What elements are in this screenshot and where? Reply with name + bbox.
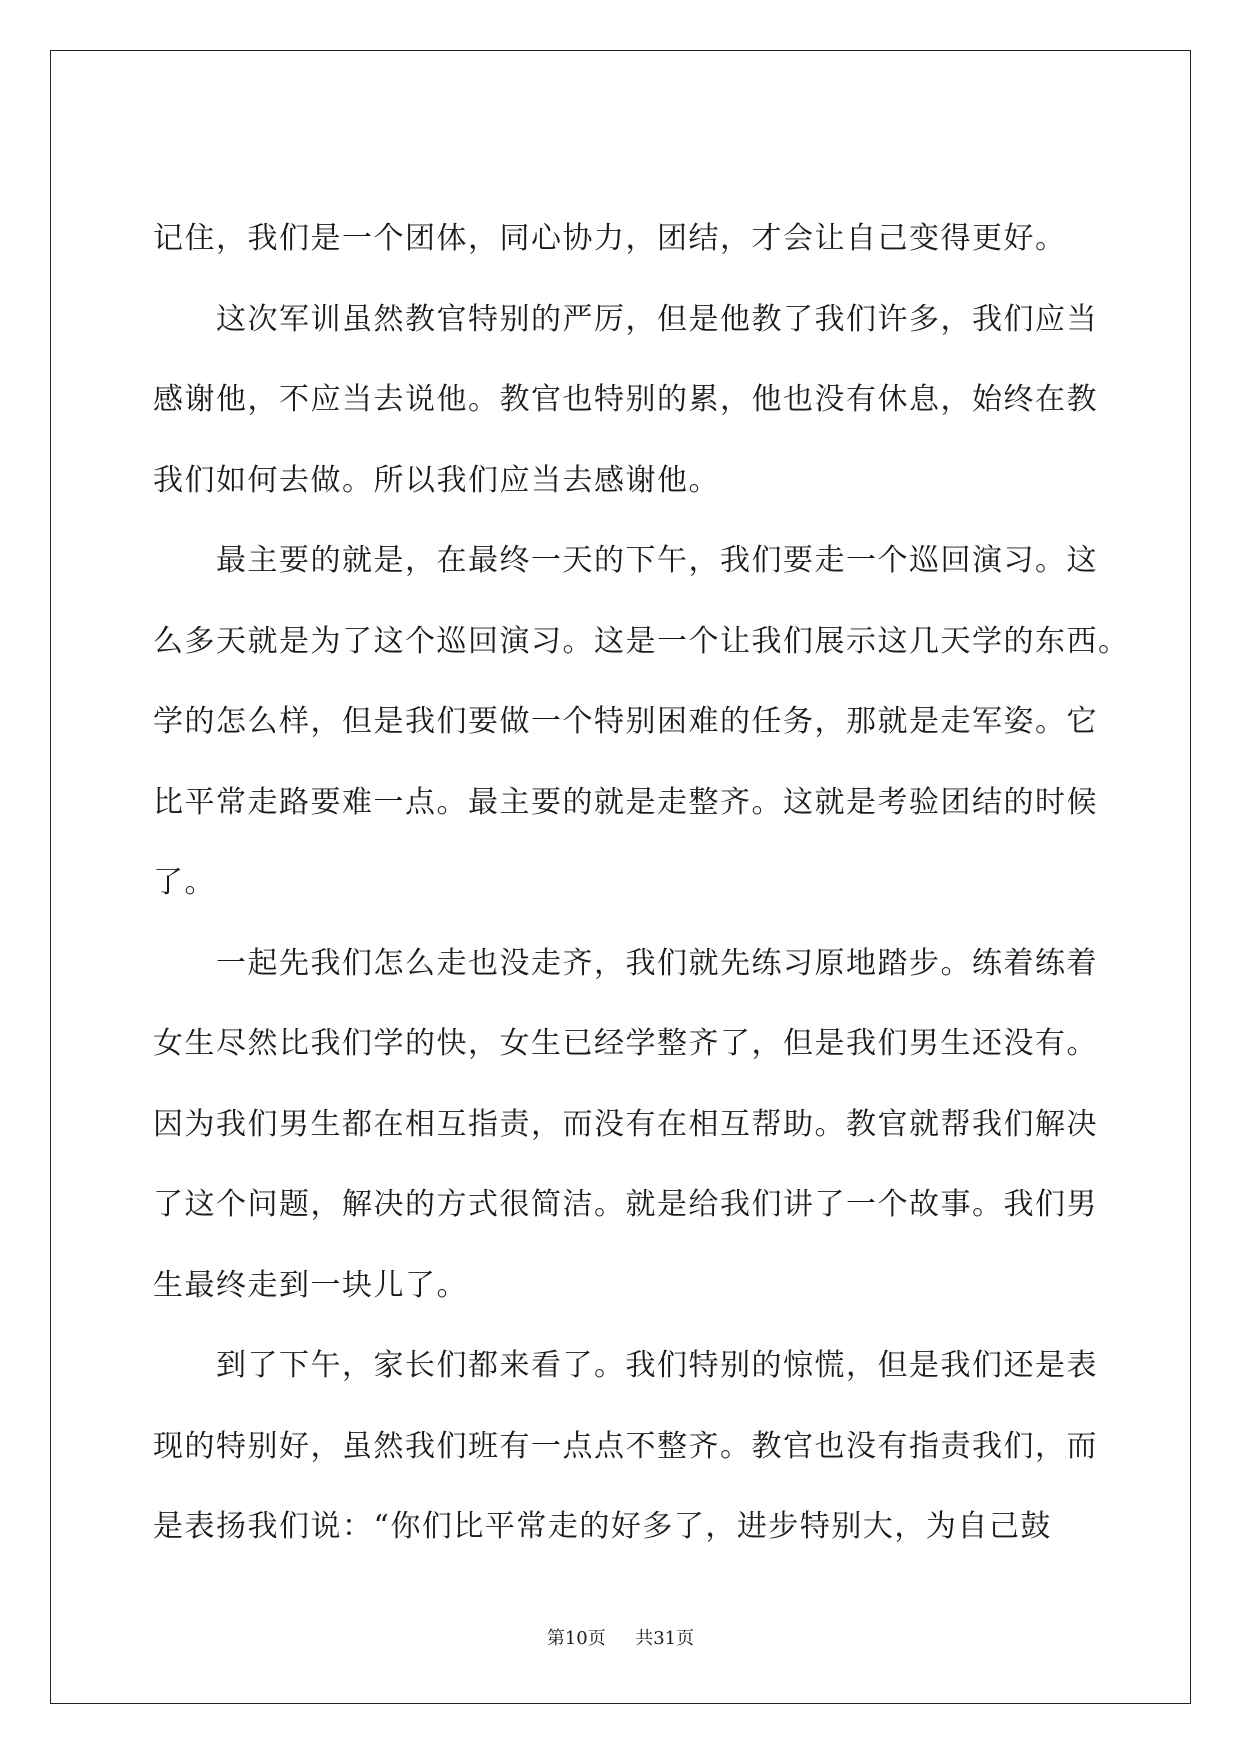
text-line: 比平常走路要难一点。最主要的就是走整齐。这就是考验团结的时候	[153, 784, 1098, 820]
body-text	[153, 199, 1153, 1568]
text-line: 因为我们男生都在相互指责，而没有在相互帮助。教官就帮我们解决	[153, 1106, 1098, 1142]
text-line: 是表扬我们说：“你们比平常走的好多了，进步特别大，为自己鼓	[153, 1509, 1052, 1544]
text-line: 学的怎么样，但是我们要做一个特别困难的任务，那就是走军姿。它	[153, 704, 1098, 739]
text-line: 了。	[153, 865, 216, 900]
text-line: 最主要的就是，在最终一天的下午，我们要走一个巡回演习。这	[216, 543, 1098, 578]
page-frame	[50, 50, 1191, 1704]
total-pages: 共31页	[635, 1628, 695, 1649]
text-line: 了这个问题，解决的方式很简洁。就是给我们讲了一个故事。我们男	[153, 1187, 1098, 1222]
text-line: 生最终走到一块儿了。	[153, 1267, 468, 1303]
text-line: 么多天就是为了这个巡回演习。这是一个让我们展示这几天学的东西。	[153, 623, 1130, 659]
current-page-number: 第10页	[546, 1628, 606, 1649]
text-line: 我们如何去做。所以我们应当去感谢他。	[153, 462, 720, 498]
text-line: 这次军训虽然教官特别的严厉，但是他教了我们许多，我们应当	[216, 301, 1098, 337]
text-line: 现的特别好，虽然我们班有一点点不整齐。教官也没有指责我们，而	[153, 1428, 1098, 1464]
text-line: 到了下午，家长们都来看了。我们特别的惊慌，但是我们还是表	[216, 1348, 1098, 1383]
text-line: 一起先我们怎么走也没走齐，我们就先练习原地踏步。练着练着	[216, 945, 1098, 981]
text-line: 记住，我们是一个团体，同心协力，团结，才会让自己变得更好。	[153, 221, 1067, 256]
page-footer	[0, 1624, 1241, 1650]
text-line: 女生尽然比我们学的快，女生已经学整齐了，但是我们男生还没有。	[153, 1026, 1098, 1061]
text-line: 感谢他，不应当去说他。教官也特别的累，他也没有休息，始终在教	[153, 382, 1098, 417]
